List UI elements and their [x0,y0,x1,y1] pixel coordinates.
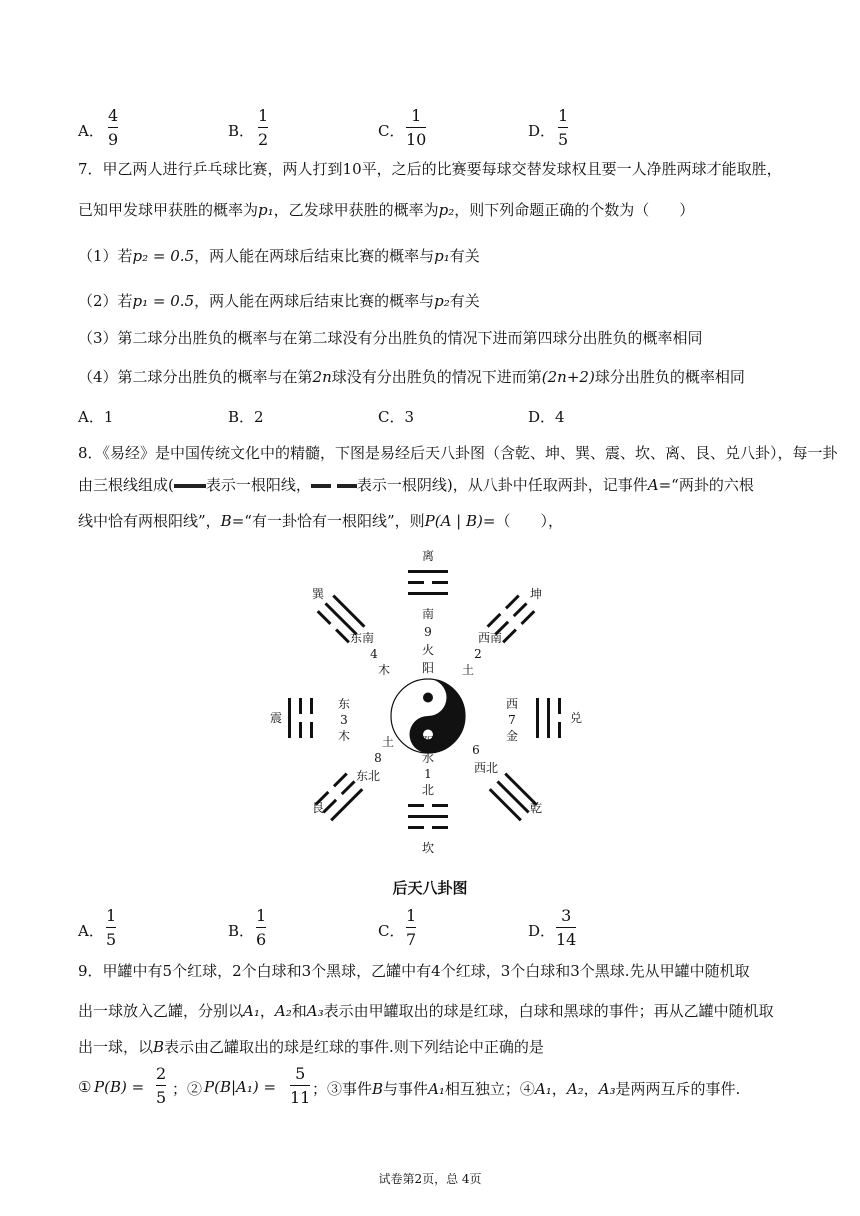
label-northeast-element: 土 [381,735,395,749]
q7-item3: （3）第二球分出胜负的概率与在第二球没有分出胜负的情况下进而第四球分出胜负的概率相同 [78,329,703,347]
label-southwest-num: 2 [474,647,482,661]
label-south: 南 [421,607,435,621]
label-east-element: 木 [337,729,351,743]
fraction: 1 7 [406,906,417,949]
label-southwest: 西南 [477,631,503,645]
diagram-caption: 后天八卦图 [392,879,468,897]
q9-line2: 出一球放入乙罐，分别以A₁，A₂和A₃表示由甲罐取出的球是红球，白球和黑球的事件；再从乙罐中随机取 [78,1002,774,1020]
q9-line3: 出一球，以B表示由乙罐取出的球是红球的事件.则下列结论中正确的是 [78,1038,544,1056]
label-zhen: 震 [269,711,283,725]
bagua-diagram [0,540,860,870]
label-north-yin: 阴 [421,735,435,749]
label-northeast: 东北 [355,769,381,783]
label-south-element: 火 [421,643,435,657]
fraction: 1 2 [258,106,269,149]
label-southwest-element: 土 [461,663,475,677]
fraction: 2 5 [156,1064,167,1107]
label-west-element: 金 [505,729,519,743]
fraction: 1 5 [106,906,117,949]
label-southeast-element: 木 [377,663,391,677]
label-northeast-num: 8 [374,751,382,765]
trigram-li [408,570,448,595]
q7-option-a: A．1 [78,408,114,426]
label-northwest: 西北 [473,761,499,775]
q7-stem-line1: 7．甲乙两人进行乒乓球比赛，两人打到10平，之后的比赛要每球交替发球权且要一人净胜两球才能取胜， [78,160,782,178]
fraction: 5 11 [290,1064,311,1107]
label-dui: 兑 [569,711,583,725]
trigram-kan [408,804,448,829]
label-north: 北 [421,783,435,797]
label-west-num: 7 [508,713,516,727]
yang-line-icon [174,482,206,490]
label-gen: 艮 [311,801,325,815]
fraction: 1 5 [558,106,569,149]
label-east-num: 3 [340,713,348,727]
label-southeast: 东南 [349,631,375,645]
q9-conclusions: ① P(B) = 2 5 ；② P(B|A₁) = 5 11 ；③事件B与事件A₁相互独立；④A₁，A₂，A₃是两两互斥的事件. [78,1064,741,1107]
fraction: 3 14 [556,906,577,949]
q8-line3: 线中恰有两根阳线”，B=“有一卦恰有一根阳线”，则P(A | B)=（ ）， [78,512,563,530]
label-east: 东 [337,697,351,711]
label-south-yang: 阳 [421,661,435,675]
fraction: 1 6 [256,906,267,949]
label-north-num: 1 [424,767,432,781]
label-southeast-num: 4 [370,647,378,661]
q8-line1: 8．《易经》是中国传统文化中的精髓，下图是易经后天八卦图（含乾、坤、巽、震、坎、离、艮、兑八卦），每一卦 [78,444,838,462]
q7-option-b: B．2 [228,408,264,426]
q8-line2: 由三根线组成( 表示一根阳线， 表示一根阴线)，从八卦中任取两卦，记事件A=“两卦的六根 [78,476,754,494]
q7-option-d: D．4 [528,408,565,426]
yin-line-icon [311,482,357,490]
label-south-num: 9 [424,625,432,639]
q7-option-c: C．3 [378,408,415,426]
label-north-element: 水 [421,751,435,765]
fraction: 1 10 [406,106,427,149]
q7-item1: （1）若p₂ = 0.5，两人能在两球后结束比赛的概率与p₁有关 [78,247,480,265]
q9-line1: 9．甲罐中有5个红球，2个白球和3个黑球，乙罐中有4个红球，3个白球和3个黑球.先从甲罐中随机取 [78,962,750,980]
q7-stem-line2: 已知甲发球甲获胜的概率为p₁，乙发球甲获胜的概率为p₂，则下列命题正确的个数为（ ） [78,201,695,219]
trigram-dui [536,698,561,738]
label-kan: 坎 [421,841,435,855]
page-footer: 试卷第2页，总 4页 [378,1172,482,1186]
label-li: 离 [421,549,435,563]
label-kun: 坤 [529,587,543,601]
label-xun: 巽 [311,587,325,601]
fraction: 4 9 [108,106,119,149]
label-west: 西 [505,697,519,711]
label-northwest-num: 6 [472,743,480,757]
label-qian: 乾 [529,801,543,815]
q7-item2: （2）若p₁ = 0.5，两人能在两球后结束比赛的概率与p₂有关 [78,292,480,310]
q7-item4: （4）第二球分出胜负的概率与在第2n球没有分出胜负的情况下进而第(2n+2)球分出胜负的概率相同 [78,368,745,386]
trigram-zhen [288,698,313,738]
